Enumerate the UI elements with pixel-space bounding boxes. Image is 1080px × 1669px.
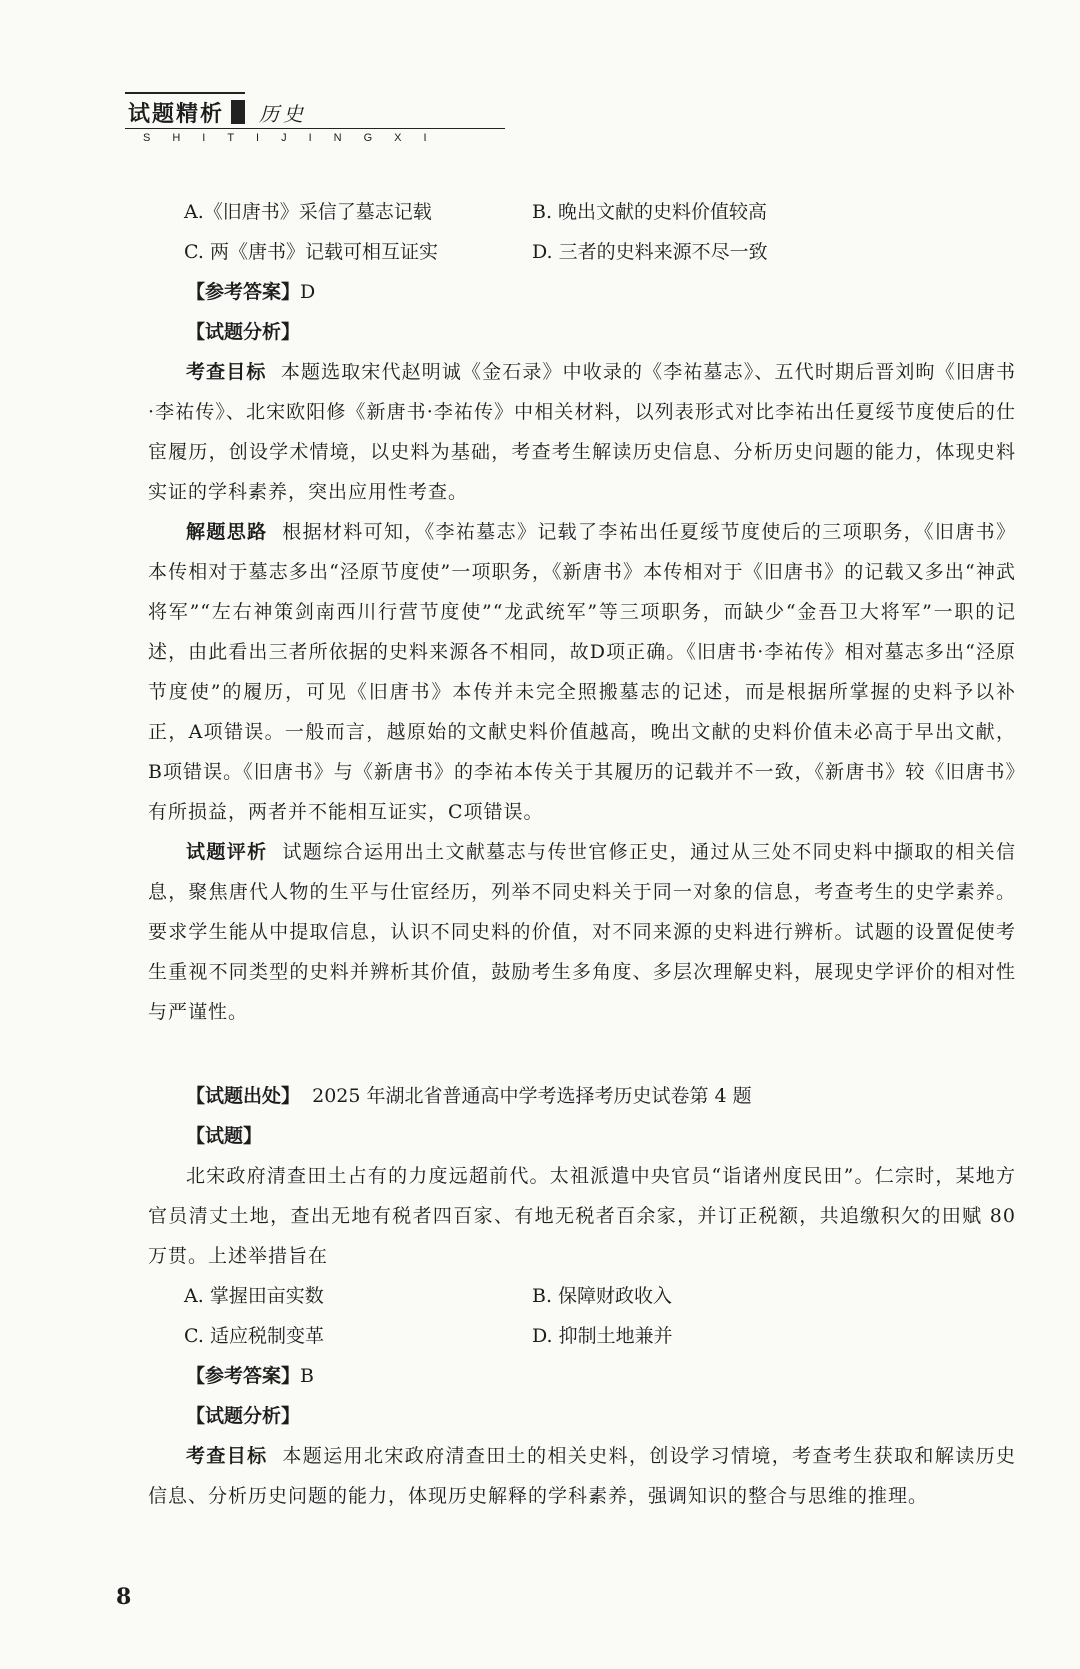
q2-source	[148, 1076, 1016, 1116]
q2-option-b: B. 保障财政收入	[532, 1285, 673, 1307]
q2-option-d: D. 抑制土地兼并	[532, 1325, 673, 1347]
q1-answer-value: D	[300, 281, 316, 303]
q1-target-label: 考查目标	[186, 361, 267, 383]
page-number: 8	[116, 1584, 132, 1610]
header-top-rule	[125, 92, 245, 94]
q2-source-label: 【试题出处】	[186, 1085, 301, 1107]
q2-question-text: 北宋政府清查田土占有的力度远超前代。太祖派遣中央官员“诣诸州度民田”。仁宗时，某地方官员清丈土地，查出无地有税者四百家、有地无税者百余家，并订正税额，共追缴积欠的田赋 80 万贯。上述举措旨在	[148, 1165, 1016, 1267]
q1-approach	[148, 512, 1016, 832]
q1-review	[148, 832, 1016, 1032]
q2-answer	[148, 1356, 1016, 1396]
q1-answer-label: 【参考答案】	[186, 281, 301, 303]
q2-options-row-2	[148, 1316, 1016, 1356]
q1-review-text: 试题综合运用出土文献墓志与传世官修正史，通过从三处不同史料中撷取的相关信息，聚焦唐代人物的生平与仕宦经历，列举不同史料关于同一对象的信息，考查考生的史学素养。要求学生能从中提取信息，认识不同史料的价值，对不同来源的史料进行辨析。试题的设置促使考生重视不同类型的史料并辨析其价值，鼓励考生多角度、多层次理解史料，展现史学评价的相对性与严谨性。	[148, 841, 1016, 1023]
q1-option-c: C. 两《唐书》记载可相互证实	[184, 241, 438, 263]
q2-source-text: 2025 年湖北省普通高中学考选择考历史试卷第 4 题	[312, 1085, 752, 1107]
page-content	[148, 192, 1016, 1516]
q2-answer-value: B	[300, 1365, 314, 1387]
q2-target-text: 本题运用北宋政府清查田土的相关史料，创设学习情境，考查考生获取和解读历史信息、分析历史问题的能力，体现历史解释的学科素养，强调知识的整合与思维的推理。	[148, 1445, 1016, 1507]
header-block-mark	[231, 100, 245, 124]
q2-answer-label: 【参考答案】	[186, 1365, 301, 1387]
q1-approach-text: 根据材料可知，《李祐墓志》记载了李祐出任夏绥节度使后的三项职务，《旧唐书》本传相对于墓志多出“泾原节度使”一项职务，《新唐书》本传相对于《旧唐书》的记载又多出“神武将军”“左右神策剑南西川行营节度使”“龙武统军”等三项职务，而缺少“金吾卫大将军”一职的记述，由此看出三者所依据的史料来源各不相同，故D项正确。《旧唐书·李祐传》相对墓志多出“泾原节度使”的履历，可见《旧唐书》本传并未完全照搬墓志的记述，而是根据所掌握的史料予以补正，A项错误。一般而言，越原始的文献史料价值越高，晚出文献的史料价值未必高于早出文献，B项错误。《旧唐书》与《新唐书》的李祐本传关于其履历的记载并不一致，《新唐书》较《旧唐书》有所损益，两者并不能相互证实，C项错误。	[148, 521, 1016, 823]
q1-review-label: 试题评析	[186, 841, 268, 863]
q1-option-d: D. 三者的史料来源不尽一致	[532, 241, 768, 263]
q2-target	[148, 1436, 1016, 1516]
header-title: 试题精析	[128, 101, 225, 127]
q1-options-row-2	[148, 232, 1016, 272]
q1-approach-label: 解题思路	[186, 521, 268, 543]
q2-option-a: A. 掌握田亩实数	[184, 1285, 324, 1307]
q1-option-b: B. 晚出文献的史料价值较高	[532, 201, 768, 223]
q2-question-label: 【试题】	[186, 1125, 263, 1147]
q1-options-row-1	[148, 192, 1016, 232]
header-bottom-rule	[125, 128, 505, 129]
q2-options-row-1	[148, 1276, 1016, 1316]
q2-analysis-label: 【试题分析】	[186, 1405, 301, 1427]
q1-option-a: A.《旧唐书》采信了墓志记载	[184, 201, 432, 223]
q2-option-c: C. 适应税制变革	[184, 1325, 324, 1347]
header-subject: 历史	[259, 102, 307, 126]
q1-target-text: 本题选取宋代赵明诚《金石录》中收录的《李祐墓志》、五代时期后晋刘昫《旧唐书·李祐传》、北宋欧阳修《新唐书·李祐传》中相关材料，以列表形式对比李祐出任夏绥节度使后的仕宦履历，创设学术情境，以史料为基础，考查考生解读历史信息、分析历史问题的能力，体现史料实证的学科素养，突出应用性考查。	[148, 361, 1016, 503]
q1-answer	[148, 272, 1016, 312]
q1-analysis-label: 【试题分析】	[186, 321, 301, 343]
q2-target-label: 考查目标	[186, 1445, 268, 1467]
section-gap	[148, 1032, 1016, 1076]
q1-target	[148, 352, 1016, 512]
header-pinyin: SHITIJINGXI	[143, 132, 449, 144]
